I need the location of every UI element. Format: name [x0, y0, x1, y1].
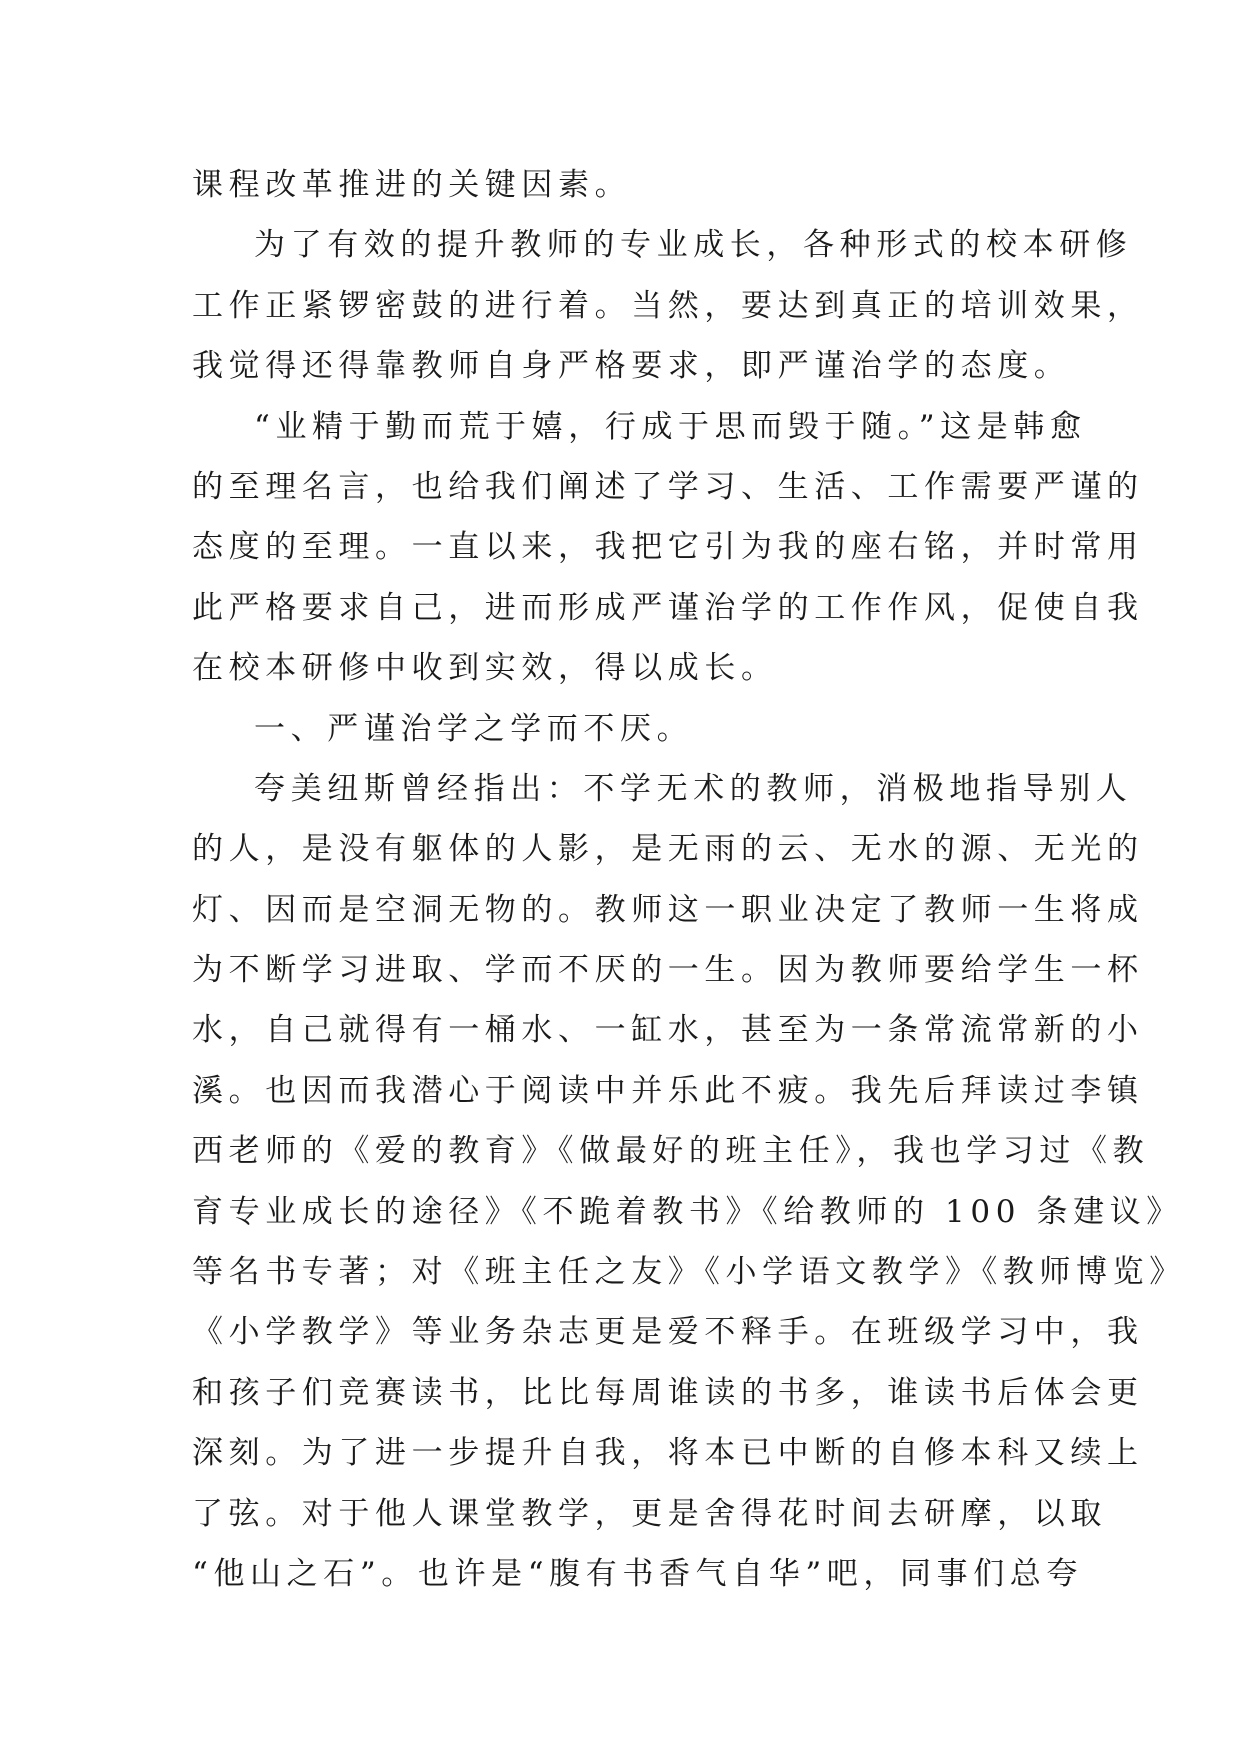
text-line: “他山之石”。也许是“腹有书香气自华”吧，同事们总夸	[192, 1555, 1083, 1592]
text-line: 在校本研修中收到实效，得以成长。	[192, 650, 778, 687]
text-line: 态度的至理。一直以来，我把它引为我的座右铭，并时常用	[192, 529, 1144, 566]
text-line: “业精于勤而荒于嬉，行成于思而毁于随。”这是韩愈	[254, 408, 1087, 445]
text-line: 等名书专著；对《班主任之友》《小学语文教学》《教师博览》	[192, 1254, 1186, 1291]
text-line: 溪。也因而我潜心于阅读中并乐此不疲。我先后拜读过李镇	[192, 1072, 1144, 1109]
text-line: 我觉得还得靠教师自身严格要求，即严谨治学的态度。	[192, 348, 1071, 385]
text-line: 和孩子们竞赛读书，比比每周谁读的书多，谁读书后体会更	[192, 1374, 1144, 1411]
text-line: 深刻。为了进一步提升自我，将本已中断的自修本科又续上	[192, 1435, 1144, 1472]
body-text	[192, 155, 1186, 1604]
text-line: 的人，是没有躯体的人影，是无雨的云、无水的源、无光的	[192, 831, 1144, 868]
text-line: 育专业成长的途径》《不跪着教书》《给教师的 100 条建议》	[192, 1193, 1183, 1230]
text-line: 灯、因而是空洞无物的。教师这一职业决定了教师一生将成	[192, 891, 1144, 928]
text-line: 了弦。对于他人课堂教学，更是舍得花时间去研摩，以取	[192, 1495, 1107, 1532]
text-line: 的至理名言，也给我们阐述了学习、生活、工作需要严谨的	[192, 468, 1144, 505]
text-line: 夸美纽斯曾经指出：不学无术的教师，消极地指导别人	[254, 770, 1133, 807]
text-line: 西老师的《爱的教育》《做最好的班主任》，我也学习过《教	[192, 1133, 1150, 1170]
text-line: 工作正紧锣密鼓的进行着。当然，要达到真正的培训效果，	[192, 287, 1144, 324]
text-line: 此严格要求自己，进而形成严谨治学的工作作风，促使自我	[192, 589, 1144, 626]
text-line: 《小学教学》等业务杂志更是爱不释手。在班级学习中，我	[192, 1314, 1144, 1351]
text-line: 水，自己就得有一桶水、一缸水，甚至为一条常流常新的小	[192, 1012, 1144, 1049]
text-line: 课程改革推进的关键因素。	[192, 167, 632, 203]
text-line: 为了有效的提升教师的专业成长，各种形式的校本研修	[254, 227, 1133, 264]
text-line: 为不断学习进取、学而不厌的一生。因为教师要给学生一杯	[192, 952, 1144, 989]
section-heading: 一、严谨治学之学而不厌。	[254, 710, 694, 747]
